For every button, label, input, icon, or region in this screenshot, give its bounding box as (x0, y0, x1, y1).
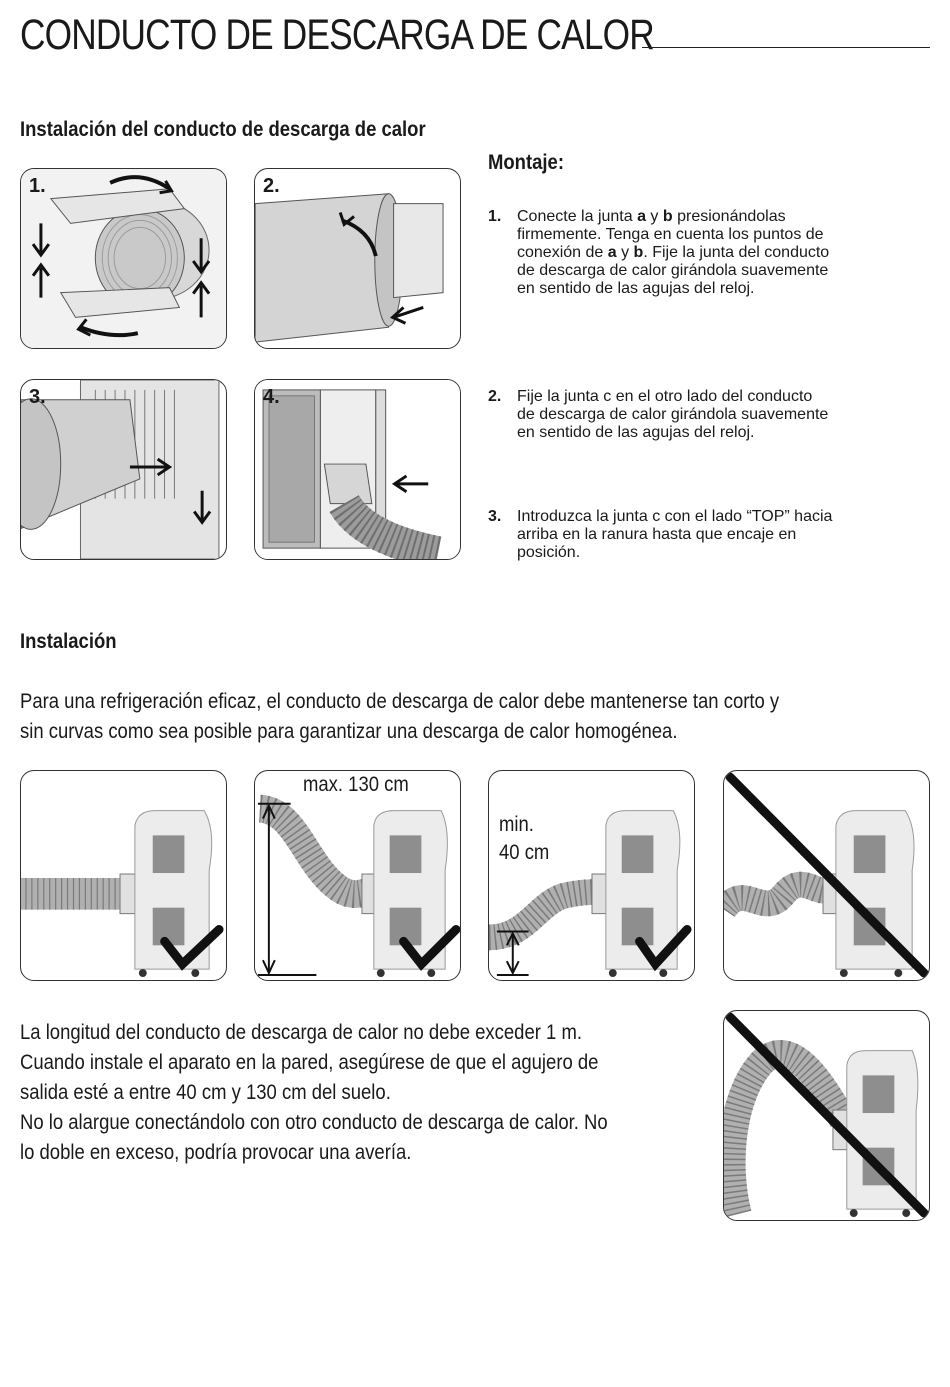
step-line (517, 508, 950, 526)
example-panel-straight (20, 770, 227, 981)
step-text: firmemente. Tenga en cuenta los puntos de (517, 226, 824, 243)
max-height-hose-illustration (255, 771, 460, 980)
step-text: en sentido de las agujas del reloj. (517, 280, 755, 297)
min-height-label-line1: min. (499, 813, 534, 836)
page-title: CONDUCTO DE DESCARGA DE CALOR (20, 11, 654, 59)
step-line (517, 208, 950, 226)
step-number: 2. (488, 388, 502, 405)
step-text: de descarga de calor girándola suavemente (517, 262, 829, 279)
step-panel-number: 3. (29, 386, 46, 408)
step-line (517, 388, 950, 406)
step-text: presionándolas (672, 208, 786, 225)
note-line: La longitud del conducto de descarga de calor no debe exceder 1 m. (20, 1021, 582, 1044)
montaje-step (488, 388, 950, 442)
step-line (517, 226, 950, 244)
montaje-block (488, 148, 833, 561)
example-panel-min (488, 770, 695, 981)
min-height-label-line2: 40 cm (499, 841, 550, 864)
example-panel-max (254, 770, 461, 981)
bold-part-label: b (662, 208, 673, 225)
note-line: salida esté a entre 40 cm y 130 cm del suelo. (20, 1081, 391, 1104)
step-text: Fije la junta c en el otro lado del conducto (517, 388, 813, 405)
bold-part-label: b (633, 244, 644, 261)
step-panel-3 (20, 379, 227, 560)
window-slot-illustration (255, 380, 460, 559)
step-text: Conecte la junta (517, 208, 638, 225)
step-text: arriba en la ranura hasta que encaje en (517, 526, 797, 543)
straight-hose-illustration (21, 771, 226, 980)
junta-c-illustration (255, 169, 460, 348)
step-number: 1. (488, 208, 502, 225)
montaje-heading: Montaje: (488, 151, 564, 174)
step-panel-4 (254, 379, 461, 560)
min-height-hose-illustration (489, 771, 694, 980)
step-text: de descarga de calor girándola suavemente (517, 406, 829, 423)
montaje-step (488, 208, 950, 298)
intro-line: Para una refrigeración eficaz, el conducto de descarga de calor debe mantenerse tan corto y (20, 690, 780, 713)
step-line (517, 262, 950, 280)
tall-bent-hose-illustration (724, 1011, 929, 1220)
step-panel-1 (20, 168, 227, 349)
step-line (517, 544, 950, 562)
step-line (517, 526, 950, 544)
bold-part-label: a (637, 208, 646, 225)
step-number: 3. (488, 508, 502, 525)
montaje-step (488, 508, 950, 562)
step-panel-2 (254, 168, 461, 349)
note-line: Cuando instale el aparato en la pared, asegúrese de que el agujero de (20, 1051, 599, 1074)
step-text: posición. (517, 544, 581, 561)
max-height-label: max. 130 cm (303, 773, 409, 796)
step-text: y (645, 208, 663, 225)
section-heading-installation-duct: Instalación del conducto de descarga de calor (20, 118, 426, 141)
step-panel-number: 1. (29, 175, 46, 197)
step-line (517, 424, 950, 442)
example-panel-tall-wrong (723, 1010, 930, 1221)
step-line (517, 406, 950, 424)
insert-junta-illustration (21, 380, 226, 559)
kinked-hose-illustration (724, 771, 929, 980)
step-text: y (616, 244, 634, 261)
junta-ab-illustration (21, 169, 226, 348)
step-panel-number: 2. (263, 175, 280, 197)
example-panel-kinked-wrong (723, 770, 930, 981)
section-heading-installation: Instalación (20, 630, 117, 653)
step-text: en sentido de las agujas del reloj. (517, 424, 755, 441)
bold-part-label: a (607, 244, 617, 261)
step-text: conexión de (517, 244, 608, 261)
step-panel-number: 4. (263, 386, 280, 408)
step-line (517, 280, 950, 298)
step-text: . Fije la junta del conducto (643, 244, 830, 261)
notes-paragraph (20, 1018, 608, 1168)
step-line (517, 244, 950, 262)
note-line: No lo alargue conectándolo con otro conducto de descarga de calor. No (20, 1111, 608, 1134)
note-line: lo doble en exceso, podría provocar una avería. (20, 1141, 412, 1164)
intro-line: sin curvas como sea posible para garantizar una descarga de calor homogénea. (20, 720, 678, 743)
title-rule (642, 47, 930, 48)
intro-paragraph (20, 687, 779, 747)
step-text: Introduzca la junta c con el lado “TOP” hacia (517, 508, 833, 525)
